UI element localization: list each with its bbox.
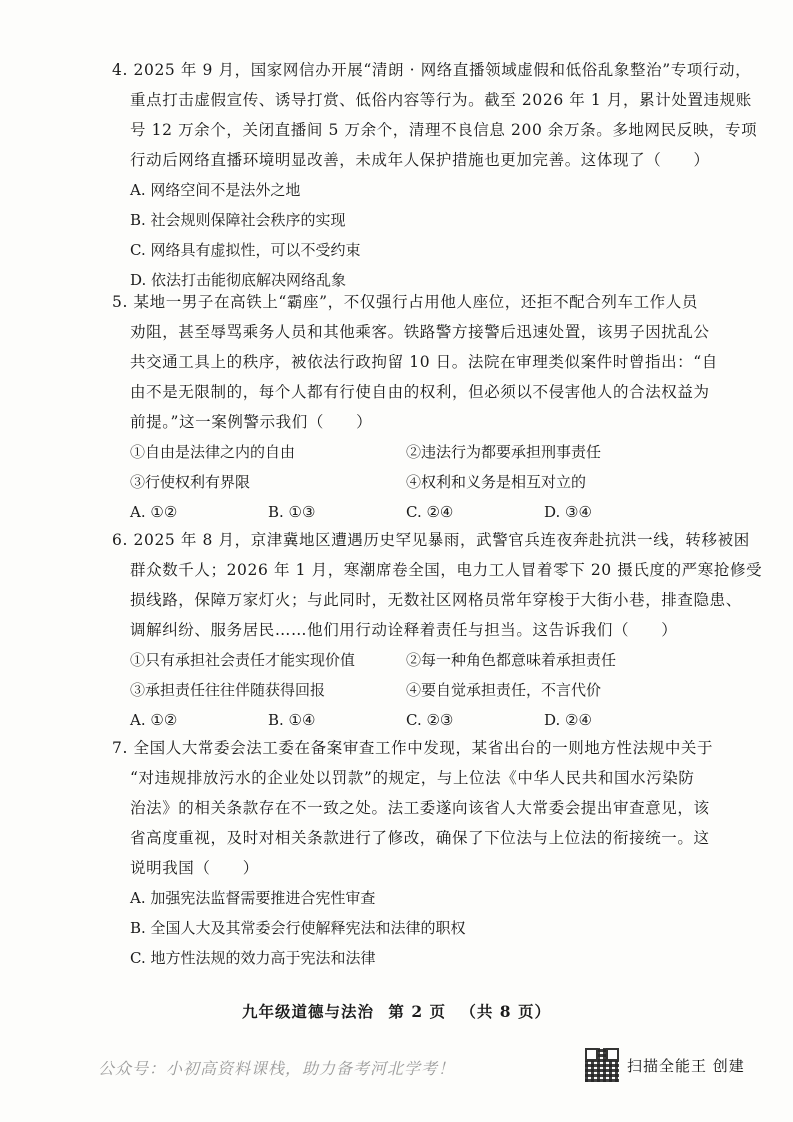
q6-statement-1: ①只有承担社会责任才能实现价值: [130, 651, 356, 669]
q4-option-a: A. 网络空间不是法外之地: [130, 181, 301, 199]
watermark-text: 公众号：小初高资料课栈，助力备考河北学考！: [98, 1059, 456, 1078]
scanner-label: 扫描全能王 创建: [627, 1056, 745, 1075]
q5-statement-4: ④权利和义务是相互对立的: [406, 473, 587, 491]
q6-statement-row-1: [112, 645, 712, 675]
q7-stem-line-5: 说明我国（ ）: [130, 859, 259, 877]
q5-stem-line-5: 前提。”这一案例警示我们（ ）: [130, 413, 373, 431]
scanner-badge: [585, 1048, 745, 1082]
q6-choice-c: C. ②③: [406, 711, 454, 729]
footer-subject: 九年级道德与法治: [242, 1002, 375, 1021]
q4-stem-line-4: 行动后网络直播环境明显改善，未成年人保护措施也更加完善。这体现了（ ）: [130, 151, 710, 169]
q6-stem-line-4: 调解纠纷、服务居民……他们用行动诠释着责任与担当。这告诉我们（ ）: [130, 621, 678, 639]
qr-code-icon: [585, 1048, 619, 1082]
q5-stem-line-3: 共交通工具上的秩序，被依法行政拘留 10 日。法院在审理类似案件时曾指出：“自: [130, 353, 718, 371]
q5-choice-b: B. ①③: [268, 503, 316, 521]
q6-statement-2: ②每一种角色都意味着承担责任: [406, 651, 617, 669]
q6-stem-line-1: 6. 2025 年 8 月，京津冀地区遭遇历史罕见暴雨，武警官兵连夜奔赴抗洪一线，转移被困: [112, 531, 750, 549]
question-4: [112, 55, 758, 295]
q5-choice-c: C. ②④: [406, 503, 454, 521]
q6-choice-b: B. ①④: [268, 711, 316, 729]
q5-choice-d: D. ③④: [544, 503, 592, 521]
q5-stem-line-4: 由不是无限制的，每个人都有行使自由的权利，但必须以不侵害他人的合法权益为: [130, 383, 710, 401]
q4-stem-line-1: 4. 2025 年 9 月，国家网信办开展“清朗 · 网络直播领域虚假和低俗乱象整治”专项行动，: [112, 61, 752, 79]
q4-stem-line-3: 号 12 万余个，关闭直播间 5 万余个，清理不良信息 200 余万条。多地网民反映，专项: [130, 121, 758, 139]
q7-stem-line-3: 治法》的相关条款存在不一致之处。法工委遂向该省人大常委会提出审查意见，该: [130, 799, 710, 817]
footer-total-pages: （共 8 页）: [460, 1002, 551, 1021]
q6-statement-row-2: [112, 675, 712, 705]
q5-choices: [112, 497, 712, 527]
q7-stem-line-4: 省高度重视，及时对相关条款进行了修改，确保了下位法与上位法的衔接统一。这: [130, 829, 710, 847]
q7-stem-line-2: “对违规排放污水的企业处以罚款”的规定，与上位法《中华人民共和国水污染防: [130, 769, 695, 787]
q4-stem-line-2: 重点打击虚假宣传、诱导打赏、低俗内容等行为。截至 2026 年 1 月，累计处置违规账: [130, 91, 752, 109]
q6-stem-line-3: 损线路，保障万家灯火；与此同时，无数社区网格员常年穿梭于大街小巷，排查隐患、: [130, 591, 742, 609]
q7-option-b: B. 全国人大及其常委会行使解释宪法和法律的职权: [130, 919, 466, 937]
q6-choice-d: D. ②④: [544, 711, 592, 729]
q5-stem-line-1: 5. 某地一男子在高铁上“霸座”，不仅强行占用他人座位，还拒不配合列车工作人员: [112, 293, 698, 311]
question-5: [112, 287, 718, 527]
question-7: [112, 733, 712, 973]
q4-option-d: D. 依法打击能彻底解决网络乱象: [130, 271, 347, 289]
q5-statement-1: ①自由是法律之内的自由: [130, 443, 296, 461]
q5-statement-3: ③行使权利有界限: [130, 473, 251, 491]
q4-option-b: B. 社会规则保障社会秩序的实现: [130, 211, 346, 229]
q5-stem-line-2: 劝阻，甚至辱骂乘务人员和其他乘客。铁路警方接警后迅速处置，该男子因扰乱公: [130, 323, 710, 341]
q6-statement-4: ④要自觉承担责任，不言代价: [406, 681, 602, 699]
question-6: [112, 525, 763, 735]
q5-statement-row-2: [112, 467, 712, 497]
q5-choice-a: A. ①②: [130, 503, 178, 521]
q5-statement-row-1: [112, 437, 712, 467]
footer-page-number: 第 2 页: [388, 1002, 446, 1021]
q6-stem-line-2: 群众数千人；2026 年 1 月，寒潮席卷全国，电力工人冒着零下 20 摄氏度的严寒抢修受: [130, 561, 763, 579]
q6-choices: [112, 705, 712, 735]
q7-option-c: C. 地方性法规的效力高于宪法和法律: [130, 949, 376, 967]
page-footer: [0, 1000, 793, 1022]
q4-option-c: C. 网络具有虚拟性，可以不受约束: [130, 241, 361, 259]
q7-option-a: A. 加强宪法监督需要推进合宪性审查: [130, 889, 376, 907]
q6-choice-a: A. ①②: [130, 711, 178, 729]
q5-statement-2: ②违法行为都要承担刑事责任: [406, 443, 602, 461]
q6-statement-3: ③承担责任往往伴随获得回报: [130, 681, 326, 699]
q7-stem-line-1: 7. 全国人大常委会法工委在备案审查工作中发现，某省出台的一则地方性法规中关于: [112, 739, 714, 757]
